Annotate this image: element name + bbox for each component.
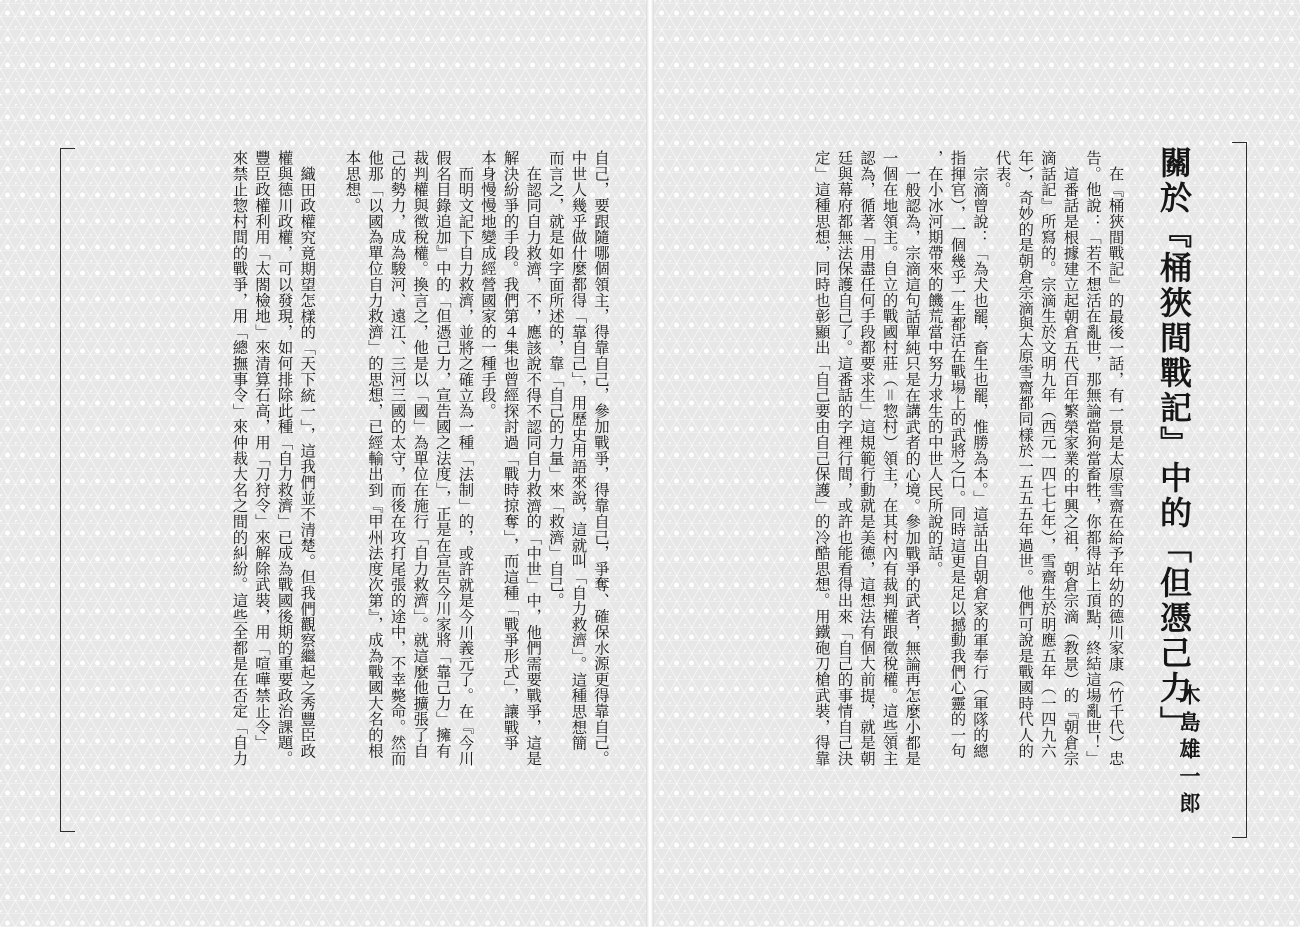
left-col-16: 豐臣政權利用「太閤檢地」來清算石高，用「刀狩令」來解除武裝，用「喧嘩禁止令」 bbox=[253, 150, 271, 751]
left-col-3: 而言之，就是如字面所述的，靠「自己的力量」來「救濟」自己。 bbox=[546, 150, 565, 609]
right-col-14: 定」這種思想，同時也彰顯出「自己要由自己保護」的冷酷思想。用鐵砲刀槍武裝，得靠 bbox=[812, 150, 831, 767]
left-col-14: 織田政權究竟期望怎樣的「天下統一」，這我們並不清楚。但我們觀察繼起之秀豐臣政 bbox=[298, 166, 317, 759]
left-col-6: 本身慢慢地變成經營國家的一種手段。 bbox=[479, 150, 497, 419]
left-col-5: 解決紛爭的手段。我們第４集也曾經探討過「戰時掠奪」，而這種「戰爭形式」，讓戰爭 bbox=[501, 150, 520, 751]
left-col-7: 而明文記下自力救濟，並將之確立為一種「法制」的，或許就是今川義元了。在『今川 bbox=[456, 166, 475, 767]
right-page bbox=[654, 0, 1300, 927]
left-col-1: 自己，要跟隨哪個領主，得靠自己，參加戰爭，得靠自己，爭奪、確保水源更得靠自己。 bbox=[592, 150, 610, 767]
right-col-9: ，在小冰河期帶來的饑荒當中努力求生的中世人民所說的話。 bbox=[925, 150, 944, 577]
right-col-8: 指揮官），一個幾乎一生都活在戰場上的武將之口。同時這更是足以撼動我們心靈的一句 bbox=[948, 150, 967, 759]
right-col-3: 這番話是根據建立起朝倉五代百年繁榮家業的中興之祖，朝倉宗滴（教景）的『朝倉宗 bbox=[1061, 166, 1080, 767]
right-col-6: 代表。 bbox=[993, 150, 1012, 198]
left-col-17: 來禁止惣村間的戰爭，用「總撫事令」來仲裁大名之間的糾紛。這些全都是在否定「自力 bbox=[230, 150, 249, 767]
left-col-2: 中世人幾乎做什麼都得「靠自己」，用歷史用語來說，這就叫「自力救濟」。這種思想簡 bbox=[569, 150, 588, 751]
left-col-9: 裁判權與徵稅權。換言之，他是以「國」為單位在施行「自力救濟」。就這麼他擴張了自 bbox=[411, 150, 430, 759]
right-col-4: 滴話記』所寫的。宗滴生於文明九年（西元一四七七年），雪齋生於明應五年（一四九六 bbox=[1038, 150, 1057, 759]
left-col-15: 權與德川政權，可以發現，如何排除此種「自力救濟」已成為戰國後期的重要政治課題。 bbox=[275, 150, 294, 767]
left-col-10: 己的勢力，成為駿河、遠江、三河三國的太守，而後在攻打尾張的途中，不幸斃命。然而 bbox=[388, 150, 407, 767]
left-col-12: 本思想。 bbox=[343, 150, 362, 214]
left-col-4: 在認同自力救濟，不，應該說不得不認同自力救濟的「中世」中，他們需要戰爭，這是 bbox=[524, 166, 543, 767]
article-title: 關於『桶狹間戰記』中的「但憑己力」 bbox=[1155, 146, 1193, 741]
article-author: 木島雄一郎 bbox=[1177, 684, 1202, 819]
right-col-5: 年），奇妙的是朝倉宗滴與太原雪齋都同樣於一五五五年過世。他們可說是戰國時代人的 bbox=[1016, 150, 1035, 759]
right-col-2: 告。他說：「若不想活在亂世，那無論當狗當畜牲，你都得站上頂點，終結這場亂世！」 bbox=[1083, 150, 1102, 767]
right-col-1: 在『桶狹間戰記』的最後一話，有一景是太原雪齋在給予年幼的德川家康（竹千代）忠 bbox=[1106, 166, 1125, 767]
left-col-8: 假名目錄追加』中的「但憑己力，宣告國之法度」，正是在宣告今川家將「靠己力」擁有 bbox=[433, 150, 452, 759]
right-col-13: 廷與幕府都無法保護自己了。這番話的字裡行間，或許也能看得出來「自己的事情自己決 bbox=[835, 150, 854, 767]
left-col-11: 他那「以國為單位自力救濟」的思想，已經輸出到『甲州法度次第』，成為戰國大名的根 bbox=[366, 150, 384, 759]
left-page bbox=[0, 0, 646, 927]
right-col-10: 一般認為，宗滴這句話單純只是在講武者的心境。參加戰爭的武者，無論再怎麼小都是 bbox=[903, 166, 922, 767]
left-page-bracket bbox=[60, 148, 75, 832]
right-page-bracket bbox=[1232, 142, 1247, 838]
right-col-7: 宗滴曾說：「為犬也罷，畜生也罷，惟勝為本。」這話出自朝倉家的軍奉行（軍隊的總 bbox=[970, 166, 989, 759]
right-col-12: 認為，循著「用盡任何手段都要求生」這規範行動就是美德，這想法有個大前提，就是朝 bbox=[857, 150, 876, 767]
book-gutter bbox=[646, 0, 654, 927]
right-col-11: 一個在地領主。自立的戰國村莊（＝惣村）領主，在其村內有裁判權跟徵稅權。這些領主 bbox=[880, 150, 899, 767]
